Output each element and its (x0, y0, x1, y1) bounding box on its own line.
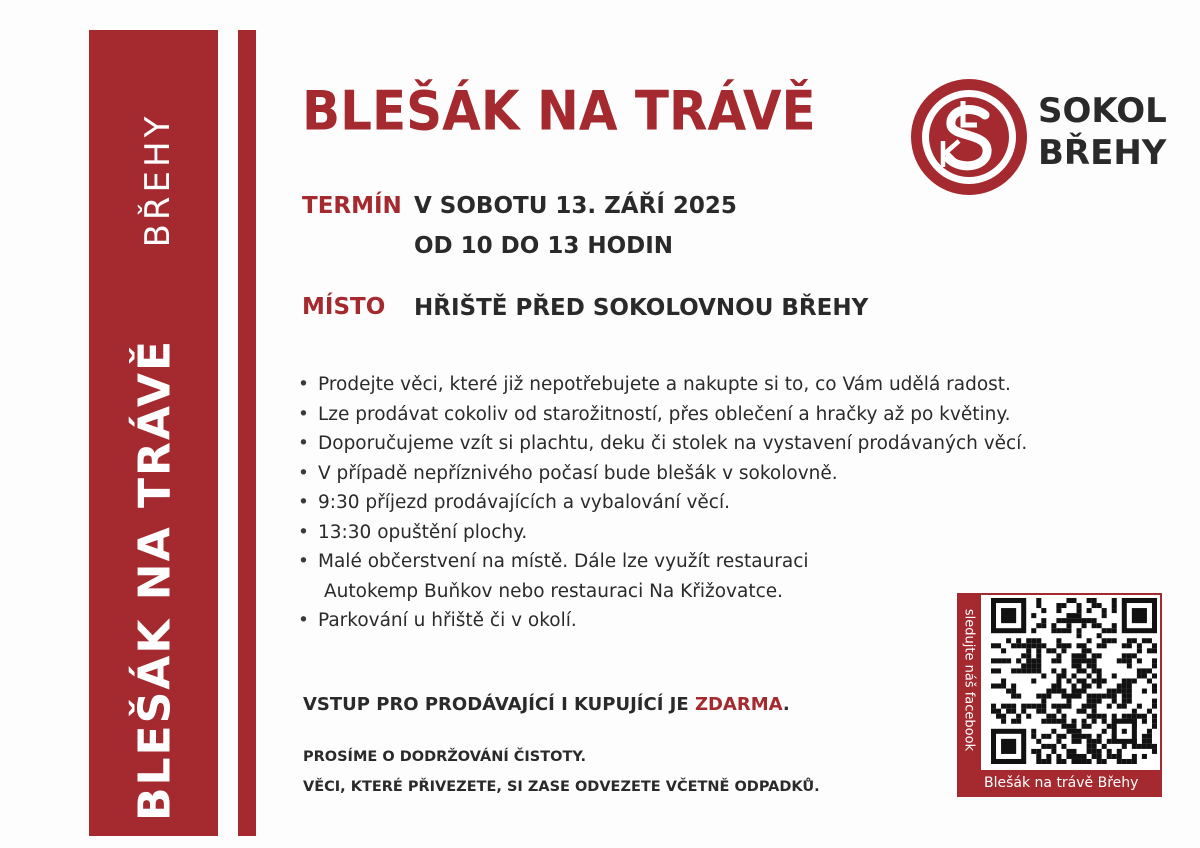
note-line-1: PROSÍME O DODRŽOVÁNÍ ČISTOTY. (303, 749, 586, 765)
place-label: MÍSTO (302, 294, 386, 320)
list-item: • 13:30 opuštění plochy. (298, 518, 1178, 548)
list-item: • Prodejte věci, které již nepotřebujete a nakupte si to, co Vám udělá radost. (298, 370, 1178, 400)
term-value (414, 186, 737, 266)
list-item: • V případě nepříznivého počasí bude blešák v sokolovně. (298, 459, 1178, 489)
list-item: • Malé občerstvení na místě. Dále lze využít restauraci (298, 547, 1178, 577)
left-band-stripe (238, 30, 256, 836)
list-item: • Parkování u hřiště či v okolí. (298, 606, 1178, 636)
entry-info (303, 694, 790, 715)
list-item: • Lze prodávat cokoliv od starožitností, přes oblečení a hračky až po květiny. (298, 400, 1178, 430)
term-date: V SOBOTU 13. ZÁŘÍ 2025 (414, 193, 737, 219)
qr-side-text: sledujte náš facebook (961, 608, 977, 752)
list-item: • 9:30 příjezd prodávajících a vybalování věcí. (298, 488, 1178, 518)
list-item: • Doporučujeme vzít si plachtu, deku či stolek na vystavení prodávaných věcí. (298, 429, 1178, 459)
cleanliness-note (303, 742, 820, 802)
entry-end: . (782, 694, 790, 715)
brand-name (1038, 90, 1167, 174)
place-value: HŘIŠTĚ PŘED SOKOLOVNOU BŘEHY (414, 295, 869, 321)
brand-line-2: BŘEHY (1038, 133, 1167, 173)
qr-code-icon[interactable] (991, 598, 1157, 764)
entry-free: ZDARMA (694, 694, 783, 715)
term-time: OD 10 DO 13 HODIN (414, 233, 674, 259)
poster-title: BLEŠÁK NA TRÁVĚ (302, 80, 816, 143)
brand-line-1: SOKOL (1038, 91, 1167, 131)
band-title: BLEŠÁK NA TRÁVĚ (129, 338, 181, 822)
band-subtitle: BŘEHY (138, 112, 178, 248)
term-label: TERMÍN (302, 193, 402, 219)
sokol-logo-icon (907, 75, 1031, 199)
list-item-continuation: Autokemp Buňkov nebo restauraci Na Křižovatce. (324, 580, 784, 602)
entry-text: VSTUP PRO PRODÁVAJÍCÍ I KUPUJÍCÍ JE (303, 694, 695, 715)
note-line-2: VĚCI, KTERÉ PŘIVEZETE, SI ZASE ODVEZETE VČETNĚ ODPADKŮ. (303, 779, 820, 795)
qr-caption: Blešák na trávě Břehy (984, 775, 1139, 791)
